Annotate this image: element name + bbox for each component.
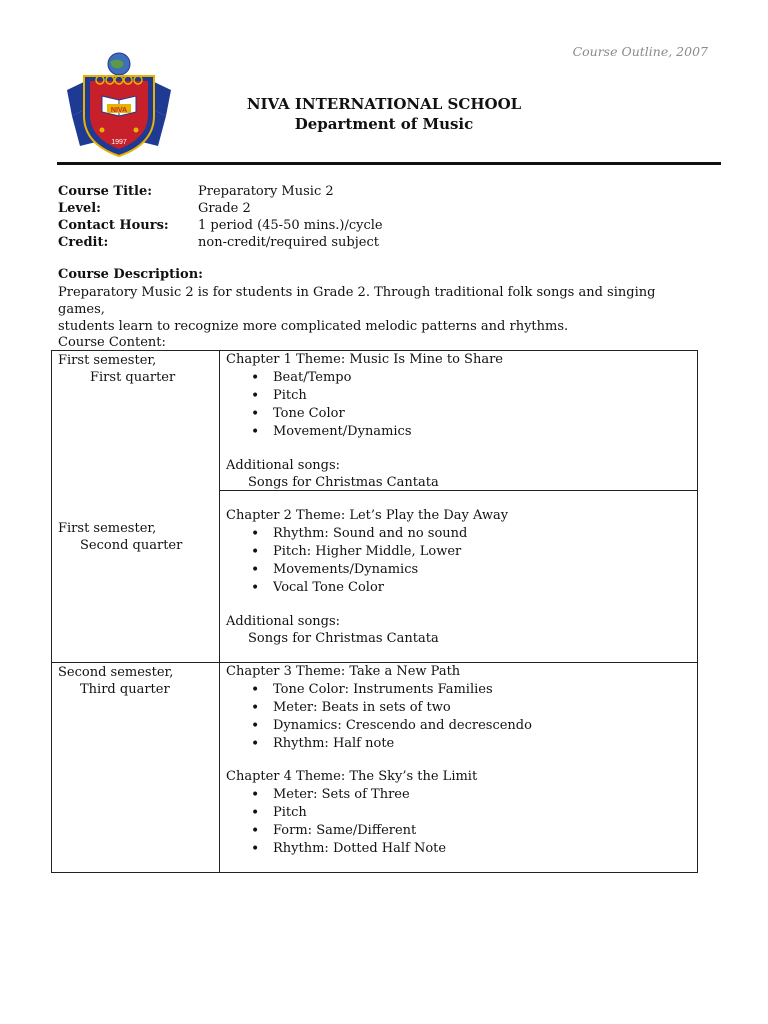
document-note: Course Outline, 2007: [572, 44, 708, 59]
credit-value: non-credit/required subject: [198, 235, 379, 250]
chapter-title: Chapter 2 Theme: Let’s Play the Day Away: [226, 508, 509, 523]
school-crest-logo: [66, 50, 172, 160]
course-info: [58, 183, 383, 251]
topic-list: [226, 369, 503, 441]
contact-hours-row: [58, 217, 383, 234]
list-item: • Pitch: [226, 387, 503, 405]
course-description-line: students learn to recognize more complicated melodic patterns and rhythms.: [58, 319, 569, 334]
chapter-title: Chapter 3 Theme: Take a New Path: [226, 664, 461, 679]
table-column-divider: [219, 351, 220, 872]
credit-label: Credit:: [58, 235, 109, 250]
school-name: NIVA INTERNATIONAL SCHOOL: [246, 95, 522, 113]
course-content-label: Course Content:: [58, 335, 166, 350]
level-label: Level:: [58, 201, 101, 216]
quarter-label: First quarter: [90, 370, 176, 385]
list-item: • Movement/Dynamics: [226, 423, 503, 441]
chapter-cell: [226, 507, 508, 647]
list-item: • Vocal Tone Color: [226, 579, 508, 597]
quarter-label: Third quarter: [80, 682, 170, 697]
course-description-text: [58, 284, 698, 335]
list-item: • Form: Same/Different: [226, 822, 532, 840]
additional-song: Songs for Christmas Cantata: [248, 631, 439, 646]
level-row: [58, 200, 383, 217]
course-title-value: Preparatory Music 2: [198, 184, 334, 199]
additional-song: Songs for Christmas Cantata: [248, 475, 439, 490]
semester-label: First semester,: [58, 521, 157, 536]
additional-songs-label: Additional songs:: [226, 458, 341, 473]
list-item: • Pitch: Higher Middle, Lower: [226, 543, 508, 561]
course-title-row: [58, 183, 383, 200]
course-description-line: Preparatory Music 2 is for students in Grade 2. Through traditional folk songs and singing games,: [58, 285, 656, 317]
additional-songs-label: Additional songs:: [226, 614, 341, 629]
list-item: • Rhythm: Dotted Half Note: [226, 840, 532, 858]
chapter-cell: [226, 351, 503, 491]
level-value: Grade 2: [198, 201, 251, 216]
list-item: • Tone Color: [226, 405, 503, 423]
svg-text:1997: 1997: [111, 139, 127, 146]
semester-label: First semester,: [58, 353, 157, 368]
semester-cell: [58, 664, 173, 698]
chapter-title: Chapter 4 Theme: The Sky’s the Limit: [226, 769, 478, 784]
semester-label: Second semester,: [58, 665, 174, 680]
list-item: • Rhythm: Sound and no sound: [226, 525, 508, 543]
course-description-label: Course Description:: [58, 267, 203, 282]
school-header: [190, 94, 578, 134]
list-item: • Pitch: [226, 804, 532, 822]
topic-list: [226, 525, 508, 597]
contact-hours-label: Contact Hours:: [58, 218, 169, 233]
list-item: • Movements/Dynamics: [226, 561, 508, 579]
contact-hours-value: 1 period (45-50 mins.)/cycle: [198, 218, 383, 233]
semester-cell: [58, 520, 182, 554]
course-content-table: [51, 350, 698, 873]
quarter-label: Second quarter: [80, 538, 183, 553]
svg-text:NIVA: NIVA: [110, 107, 128, 114]
chapter-title: Chapter 1 Theme: Music Is Mine to Share: [226, 352, 503, 367]
topic-list: [226, 786, 532, 858]
credit-row: [58, 234, 383, 251]
list-item: • Tone Color: Instruments Families: [226, 681, 532, 699]
topic-list: [226, 681, 532, 753]
list-item: • Dynamics: Crescendo and decrescendo: [226, 717, 532, 735]
semester-cell: [58, 352, 175, 386]
course-title-label: Course Title:: [58, 184, 153, 199]
header-divider: [57, 162, 721, 165]
list-item: • Beat/Tempo: [226, 369, 503, 387]
chapter-cell: [226, 663, 532, 858]
list-item: • Meter: Sets of Three: [226, 786, 532, 804]
list-item: • Meter: Beats in sets of two: [226, 699, 532, 717]
list-item: • Rhythm: Half note: [226, 735, 532, 753]
department-name: Department of Music: [294, 115, 474, 133]
